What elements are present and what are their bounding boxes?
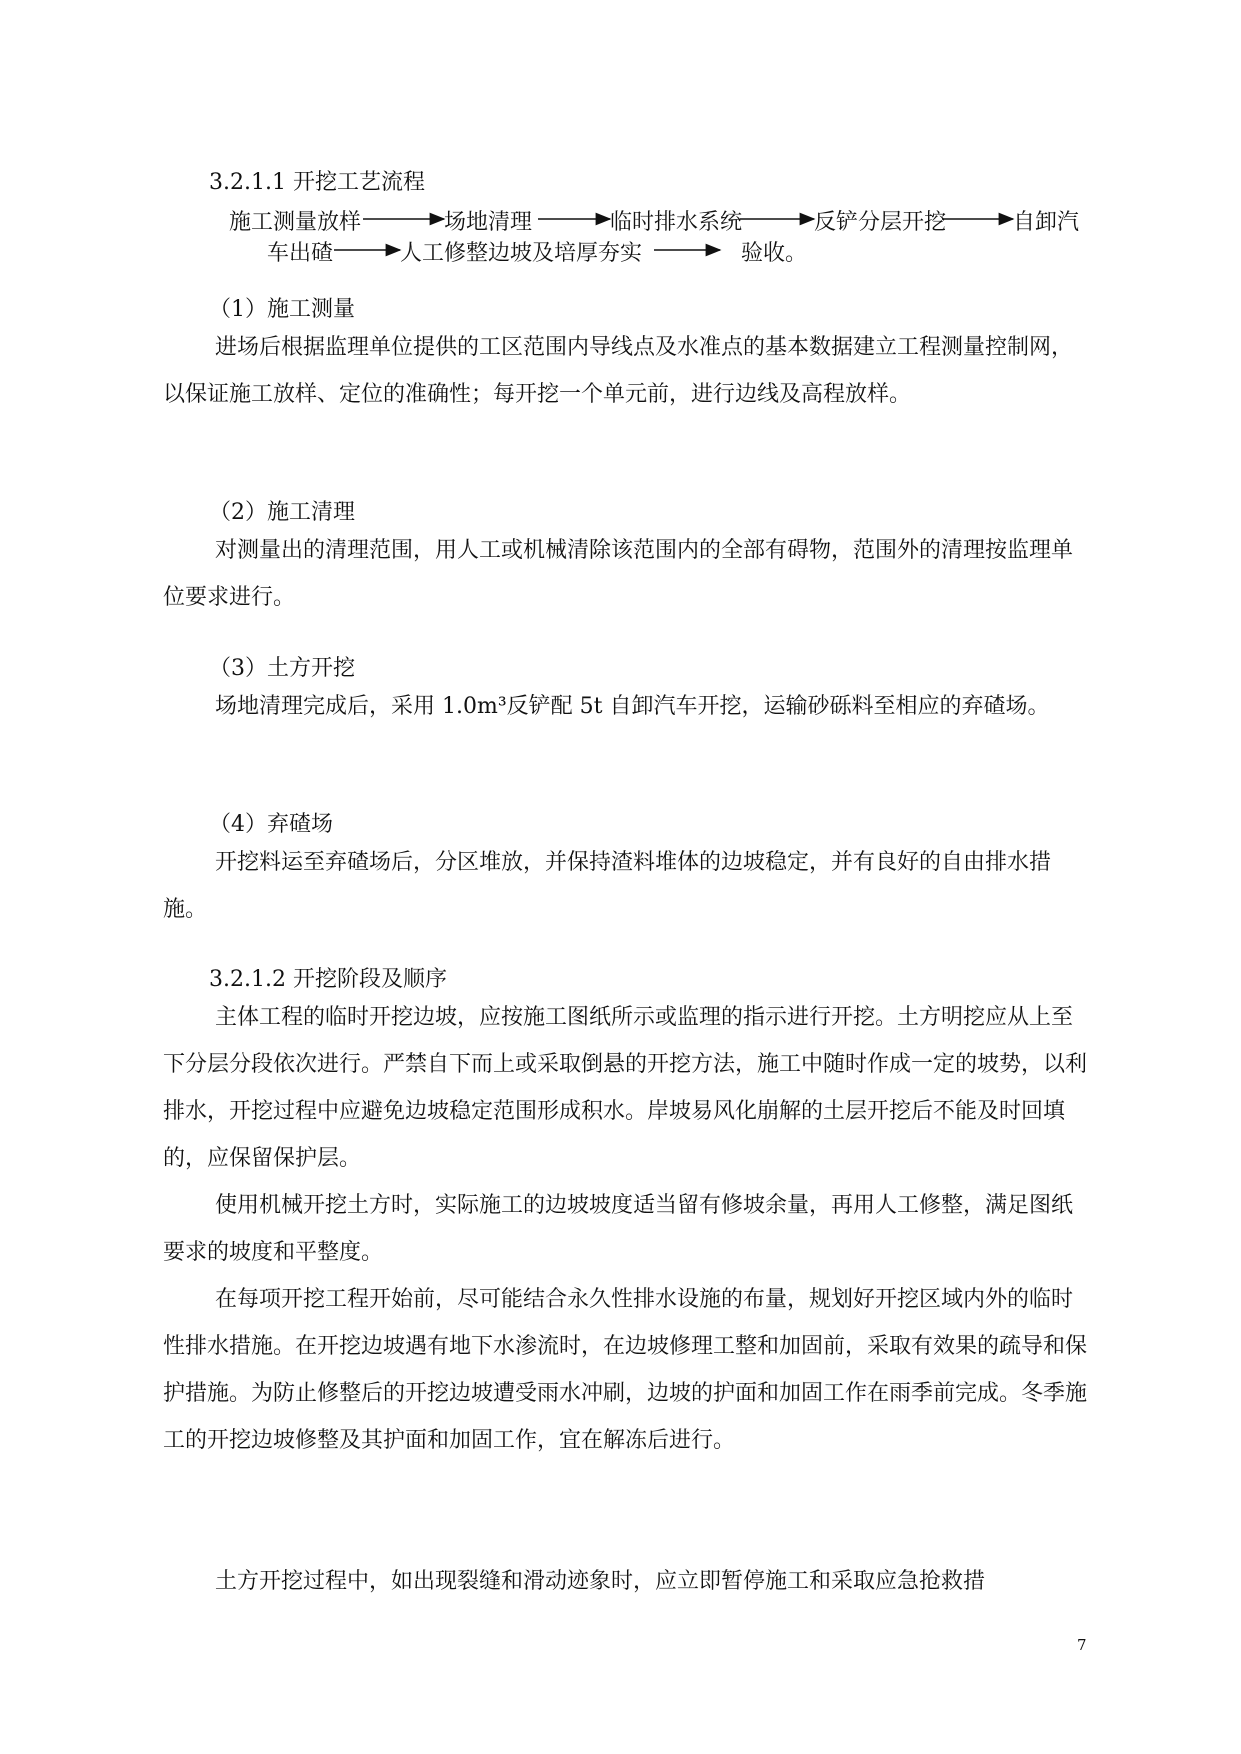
- paragraph-text: 场地清理完成后，采用 1.0m³反铲配 5t 自卸汽车开挖，运输砂砾料至相应的弃碴场。: [215, 694, 1050, 719]
- paragraph-text: 土方开挖过程中，如出现裂缝和滑动迹象时，应立即暂停施工和采取应急抢救措: [215, 1569, 986, 1594]
- paragraph: [163, 527, 1093, 621]
- paragraph: [163, 1276, 1093, 1464]
- section-heading-3212: 3.2.1.2 开挖阶段及顺序: [209, 967, 447, 992]
- paragraph: [163, 839, 1093, 933]
- flow-step-5-cont: 车出碴: [267, 241, 334, 266]
- paragraph-text: 主体工程的临时开挖边坡，应按施工图纸所示或监理的指示进行开挖。土方明挖应从上至下分层分段依次进行。严禁自下而上或采取倒悬的开挖方法，施工中随时作成一定的坡势，以利排水，开挖过程中应避免边坡稳定范围形成积水。岸坡易风化崩解的土层开挖后不能及时回填的，应保留保护层。: [163, 1005, 1088, 1171]
- flow-arrows: [0, 0, 1241, 300]
- flow-step-1: 施工测量放样: [229, 210, 362, 235]
- flow-step-5: 自卸汽: [1013, 210, 1080, 235]
- subsection-title-4: （4）弃碴场: [209, 812, 333, 837]
- paragraph: [163, 1182, 1093, 1276]
- paragraph: [163, 683, 1093, 730]
- paragraph: [163, 1558, 1093, 1605]
- subsection-title-3: （3）土方开挖: [209, 656, 355, 681]
- paragraph: [163, 324, 1093, 418]
- paragraph-text: 对测量出的清理范围，用人工或机械清除该范围内的全部有碍物，范围外的清理按监理单位要求进行。: [163, 538, 1074, 610]
- paragraph-text: 使用机械开挖土方时，实际施工的边坡坡度适当留有修坡余量，再用人工修整，满足图纸要求的坡度和平整度。: [163, 1193, 1074, 1265]
- subsection-title-2: （2）施工清理: [209, 500, 355, 525]
- flow-step-4: 反铲分层开挖: [814, 210, 947, 235]
- flow-step-6: 人工修整边坡及培厚夯实: [400, 241, 643, 266]
- flow-step-2: 场地清理: [444, 210, 533, 235]
- paragraph: [163, 994, 1093, 1182]
- paragraph-text: 开挖料运至弃碴场后，分区堆放，并保持渣料堆体的边坡稳定，并有良好的自由排水措施。: [163, 850, 1052, 922]
- page-number: 7: [1077, 1636, 1087, 1654]
- paragraph-text: 在每项开挖工程开始前，尽可能结合永久性排水设施的布量，规划好开挖区域内外的临时性排水措施。在开挖边坡遇有地下水渗流时，在边坡修理工整和加固前，采取有效果的疏导和保护措施。为防止修整后的开挖边坡遭受雨水冲刷，边坡的护面和加固工作在雨季前完成。冬季施工的开挖边坡修整及其护面和加固工作，宜在解冻后进行。: [163, 1287, 1088, 1453]
- flow-step-7: 验收。: [741, 241, 808, 266]
- paragraph-text: 进场后根据监理单位提供的工区范围内导线点及水准点的基本数据建立工程测量控制网，以保证施工放样、定位的准确性；每开挖一个单元前，进行边线及高程放样。: [163, 335, 1074, 407]
- section-heading-3211: 3.2.1.1 开挖工艺流程: [209, 170, 425, 195]
- subsection-title-1: （1）施工测量: [209, 297, 355, 322]
- flow-step-3: 临时排水系统: [610, 210, 743, 235]
